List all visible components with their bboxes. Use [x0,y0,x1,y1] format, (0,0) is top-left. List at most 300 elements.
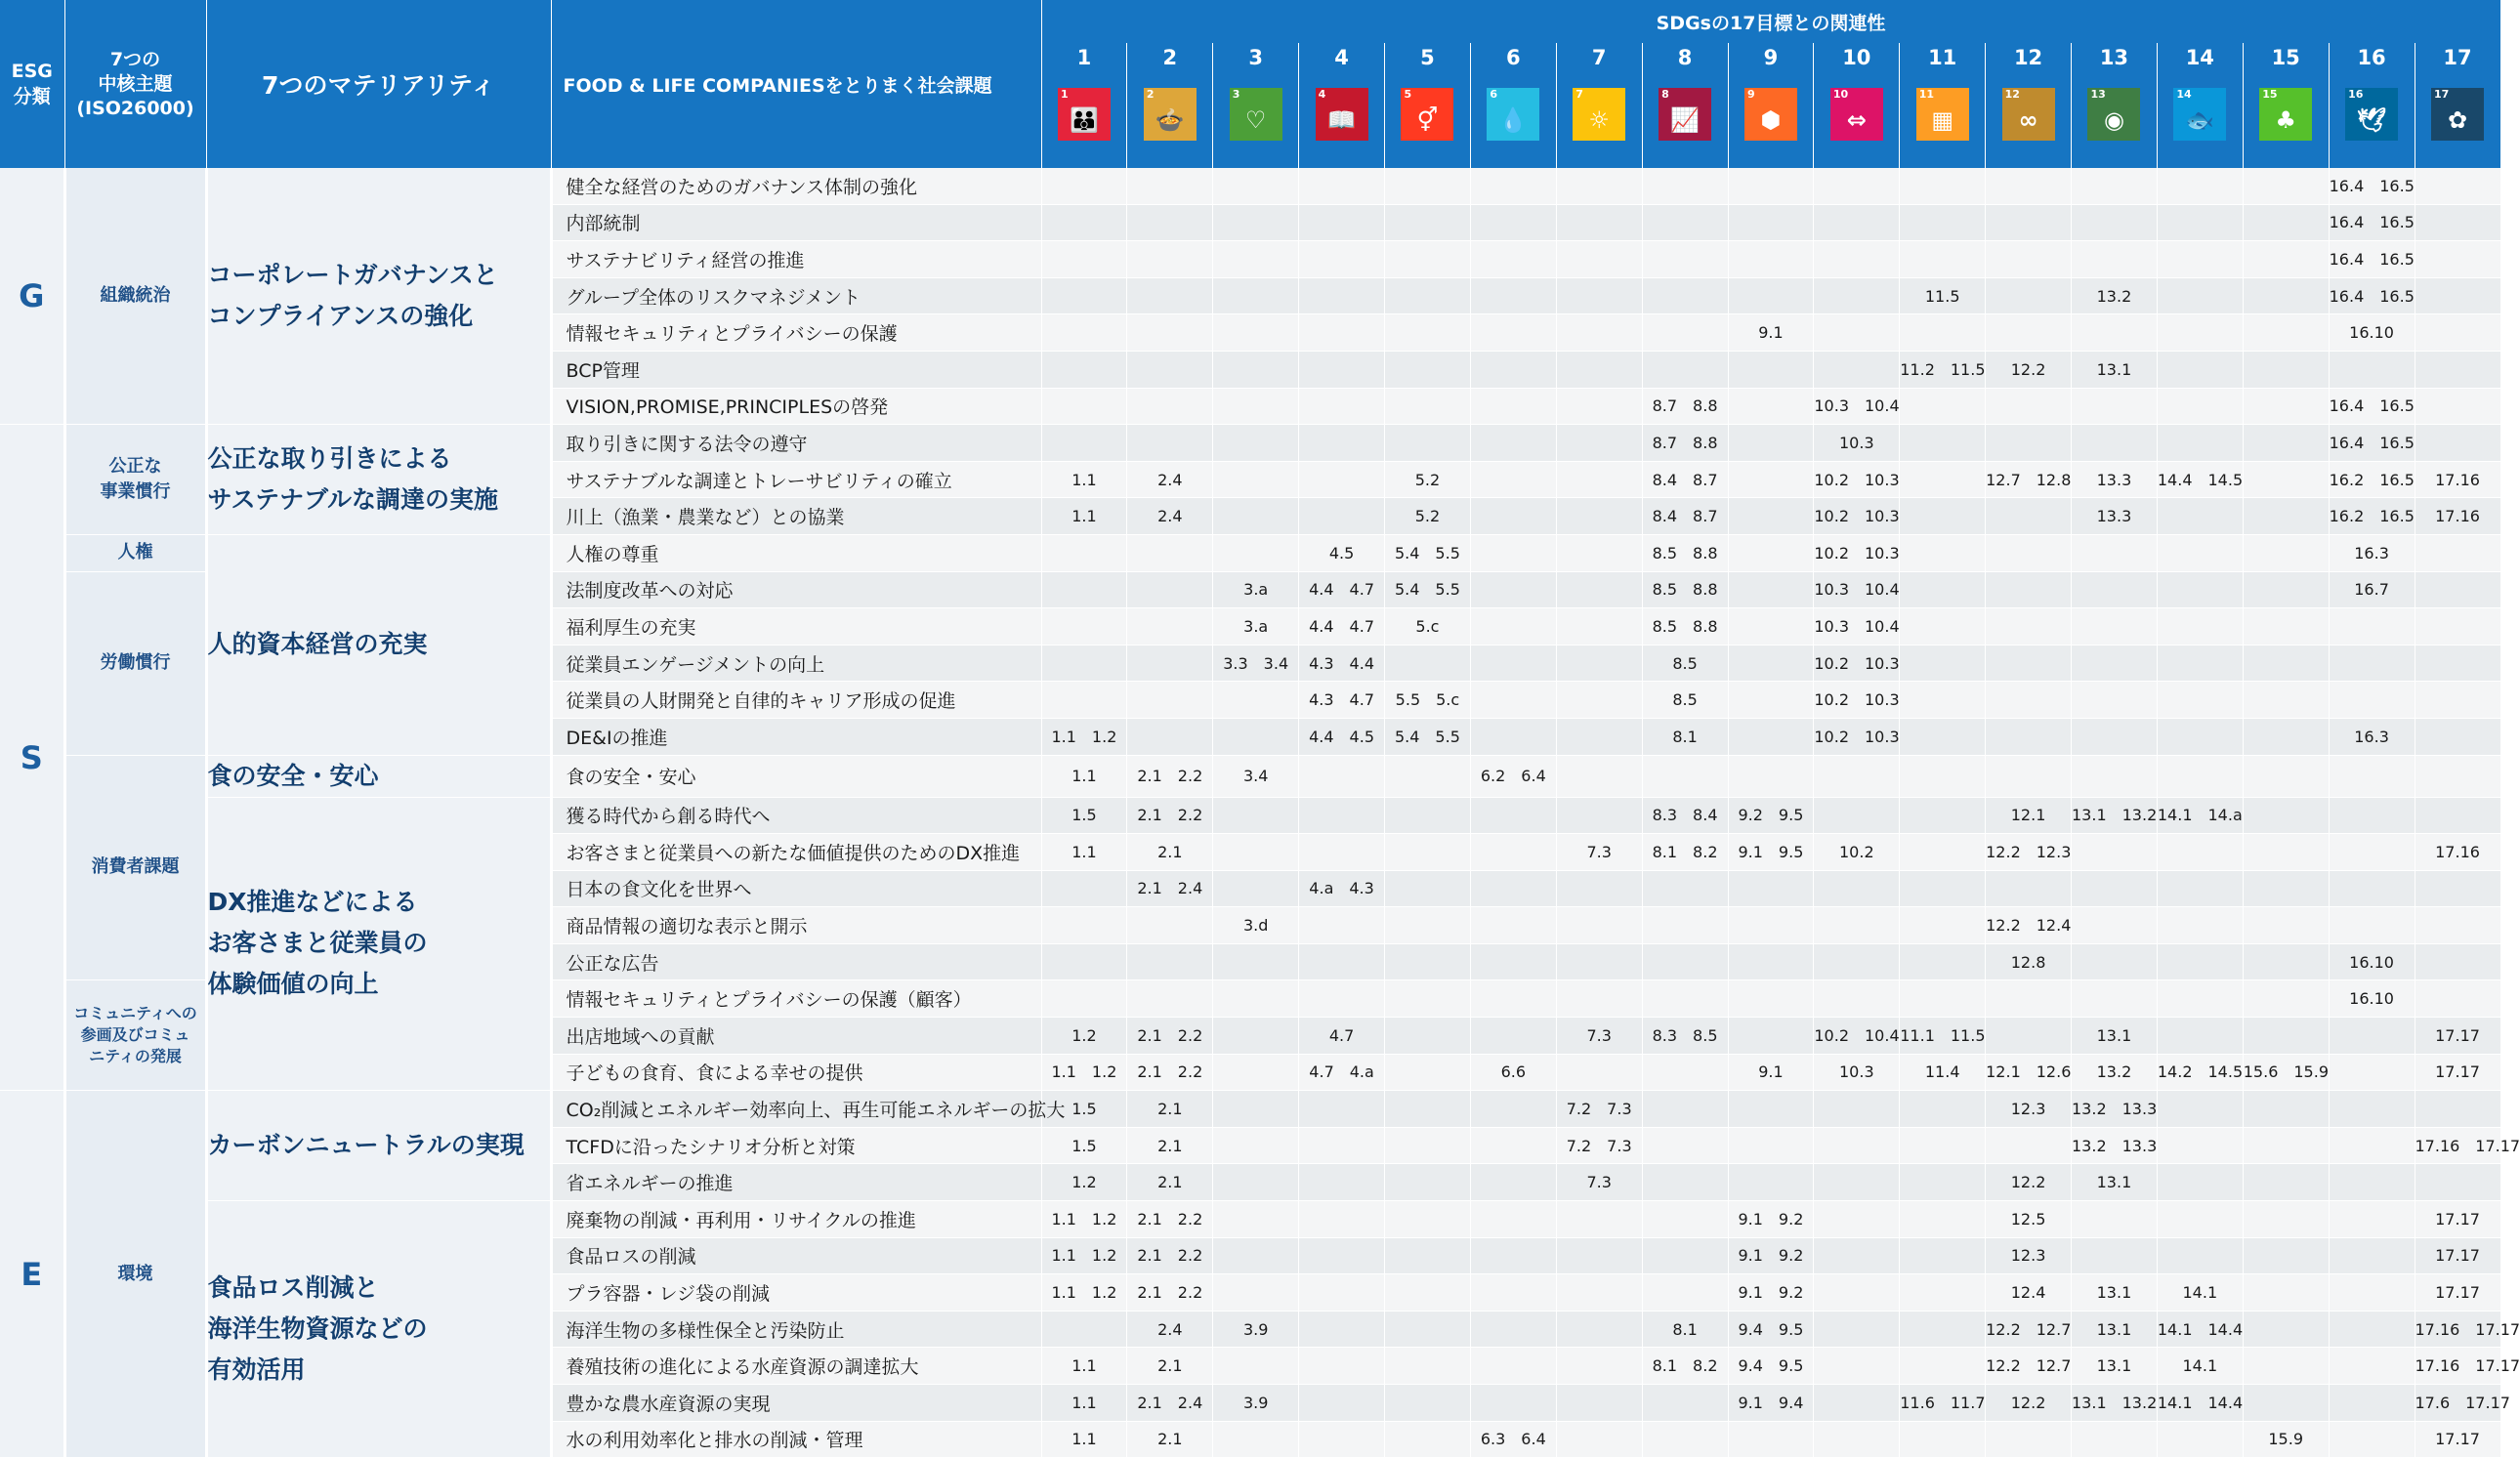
sdg-target-cell-goal-17: 17.16 [2415,834,2500,871]
sdg-target-cell-goal-11 [1900,204,1986,241]
sdg-target-cell-goal-6 [1470,980,1556,1018]
sdg-target-cell-goal-13: 13.2 [2072,277,2158,314]
sdg-target-cell-goal-6 [1470,870,1556,907]
sdg-target-cell-goal-2 [1127,241,1213,278]
sdg-goal-13-eye-globe-icon [2087,88,2140,141]
sdg-target-cell-goal-17: 17.17 [2415,1054,2500,1091]
sdg-target-cell-goal-15 [2243,498,2329,535]
sdg-goal-header-12 [1986,43,2072,168]
sdg-target-cell-goal-16 [2329,1421,2415,1458]
sdg-target-cell-goal-15 [2243,314,2329,352]
sdg-goal-badge-number: 17 [2434,88,2450,101]
sdg-target-cell-goal-7 [1556,907,1642,944]
sdg-target-cell-goal-16: 16.4 16.5 [2329,425,2415,462]
social-issue-label: 省エネルギーの推進 [551,1164,1041,1201]
infinity-icon: ∞ [2018,106,2038,134]
sdg-target-cell-goal-5 [1385,645,1471,682]
sdg-target-cell-goal-5: 5.4 5.5 [1385,571,1471,608]
sdg-target-cell-goal-11 [1900,797,1986,834]
sdg-target-cell-goal-15 [2243,204,2329,241]
sdg-target-cell-goal-10: 10.2 10.3 [1814,534,1900,571]
sdg-target-cell-goal-8: 8.3 8.4 [1642,797,1728,834]
sdg-target-cell-goal-15 [2243,1018,2329,1055]
sdg-target-cell-goal-6 [1470,351,1556,388]
sdg-goal-2-bowl-icon [1144,88,1197,141]
sdg-target-cell-goal-15 [2243,907,2329,944]
sdg-target-cell-goal-12: 12.3 [1986,1237,2072,1274]
sdg-target-cell-goal-10 [1814,1274,1900,1312]
social-issue-label: 出店地域への貢献 [551,1018,1041,1055]
materiality-column-header: 7つのマテリアリティ [206,0,551,168]
sdg-target-cell-goal-1 [1041,241,1127,278]
sdg-target-cell-goal-5 [1385,277,1471,314]
sdg-target-cell-goal-9 [1728,498,1814,535]
sdg-target-cell-goal-13 [2072,534,2158,571]
social-issue-label: プラ容器・レジ袋の削減 [551,1274,1041,1312]
sdg-target-cell-goal-5: 5.2 [1385,498,1471,535]
sdg-target-cell-goal-17 [2415,797,2500,834]
sdg-goal-badge-number: 12 [2004,88,2020,101]
sdg-target-cell-goal-11 [1900,1237,1986,1274]
sdg-target-cell-goal-16 [2329,1237,2415,1274]
sdg-target-cell-goal-12: 12.2 [1986,351,2072,388]
people-icon: 👪 [1069,106,1099,134]
sdg-target-cell-goal-10 [1814,314,1900,352]
sdg-target-cell-goal-14 [2157,204,2243,241]
materiality-cell: 食品ロス削減と 海洋生物資源などの 有効活用 [206,1201,551,1458]
sdg-target-cell-goal-6 [1470,718,1556,755]
sdg-target-cell-goal-6 [1470,388,1556,425]
sdg-target-cell-goal-13 [2072,571,2158,608]
sdg-goal-header-9 [1728,43,1814,168]
sdg-target-cell-goal-5 [1385,1237,1471,1274]
sdg-goal-badge-number: 3 [1232,88,1240,101]
sdg-target-cell-goal-13: 13.1 [2072,1018,2158,1055]
sdg-target-cell-goal-16 [2329,834,2415,871]
sdg-target-cell-goal-16 [2329,351,2415,388]
social-issue-label: 福利厚生の充実 [551,608,1041,646]
sdg-target-cell-goal-2: 2.4 [1127,498,1213,535]
sdg-target-cell-goal-5 [1385,1348,1471,1385]
sdg-target-cell-goal-14 [2157,1421,2243,1458]
sdg-target-cell-goal-14: 14.1 [2157,1348,2243,1385]
sdg-target-cell-goal-14 [2157,498,2243,535]
sdg-target-cell-goal-9 [1728,534,1814,571]
partnership-icon: ✿ [2447,106,2468,134]
social-issue-label: 情報セキュリティとプライバシーの保護（顧客） [551,980,1041,1018]
sdg-target-cell-goal-16: 16.10 [2329,980,2415,1018]
sdg-target-cell-goal-1 [1041,534,1127,571]
sdg-target-cell-goal-16: 16.2 16.5 [2329,498,2415,535]
sdg-target-cell-goal-2: 2.1 [1127,1091,1213,1128]
sdg-target-cell-goal-16 [2329,870,2415,907]
sdg-target-cell-goal-10: 10.3 [1814,1054,1900,1091]
esg-column-header [0,0,64,168]
sdg-target-cell-goal-1 [1041,907,1127,944]
sdg-target-cell-goal-16 [2329,1201,2415,1238]
sdg-target-cell-goal-8: 8.3 8.5 [1642,1018,1728,1055]
sdg-target-cell-goal-14 [2157,168,2243,204]
sdg-goal-header-15 [2243,43,2329,168]
sdg-target-cell-goal-2 [1127,980,1213,1018]
sdg-target-cell-goal-11: 11.1 11.5 [1900,1018,1986,1055]
sdg-target-cell-goal-11 [1900,907,1986,944]
sdg-target-cell-goal-17 [2415,645,2500,682]
sdg-target-cell-goal-17 [2415,351,2500,388]
sdg-target-cell-goal-3 [1213,498,1299,535]
sdg-target-cell-goal-15 [2243,608,2329,646]
social-issue-label: 海洋生物の多様性保全と汚染防止 [551,1311,1041,1348]
sdg-target-cell-goal-8 [1642,1127,1728,1164]
sdg-target-cell-goal-2 [1127,907,1213,944]
sdg-target-cell-goal-11 [1900,461,1986,498]
sdg-target-cell-goal-13: 13.1 [2072,1164,2158,1201]
sdg-target-cell-goal-13 [2072,943,2158,980]
sdg-target-cell-goal-4 [1299,1421,1385,1458]
sdg-target-cell-goal-6 [1470,1237,1556,1274]
sdg-target-cell-goal-7 [1556,1385,1642,1422]
sdg-target-cell-goal-7 [1556,351,1642,388]
sdg-target-cell-goal-1: 1.1 1.2 [1041,1274,1127,1312]
sdg-target-cell-goal-3 [1213,1421,1299,1458]
sdg-target-cell-goal-9: 9.1 9.2 [1728,1274,1814,1312]
sdg-goal-number: 5 [1420,46,1435,69]
sdg-target-cell-goal-5 [1385,943,1471,980]
sdg-goal-7-sun-icon [1573,88,1625,141]
sdg-target-cell-goal-17: 17.16 [2415,461,2500,498]
sdg-target-cell-goal-5 [1385,1091,1471,1128]
core-subject-cell: 公正な 事業慣行 [64,425,206,535]
sdg-target-cell-goal-17: 17.6 17.17 [2415,1385,2500,1422]
sdg-target-cell-goal-11 [1900,1311,1986,1348]
sdg-target-cell-goal-10 [1814,1237,1900,1274]
sdg-target-cell-goal-3 [1213,241,1299,278]
sdg-target-cell-goal-12 [1986,682,2072,719]
sdg-target-cell-goal-4 [1299,907,1385,944]
social-issue-label: CO₂削減とエネルギー効率向上、再生可能エネルギーの拡大 [551,1091,1041,1128]
sdg-target-cell-goal-1: 1.1 [1041,1385,1127,1422]
sdg-target-cell-goal-14 [2157,943,2243,980]
sdg-target-cell-goal-15 [2243,1201,2329,1238]
social-issue-label: 子どもの食育、食による幸せの提供 [551,1054,1041,1091]
sdg-goal-17-partnership-icon [2431,88,2484,141]
sdg-target-cell-goal-6 [1470,834,1556,871]
sdg-target-cell-goal-14 [2157,682,2243,719]
sdg-target-cell-goal-1 [1041,314,1127,352]
sdg-target-cell-goal-11 [1900,1091,1986,1128]
sdg-target-cell-goal-10: 10.2 10.3 [1814,682,1900,719]
eye-globe-icon: ◉ [2103,106,2124,134]
sdg-target-cell-goal-11: 11.4 [1900,1054,1986,1091]
sdg-target-cell-goal-15 [2243,645,2329,682]
sdg-target-cell-goal-5: 5.5 5.c [1385,682,1471,719]
sdg-target-cell-goal-2 [1127,718,1213,755]
sdg-target-cell-goal-6 [1470,534,1556,571]
sdg-target-cell-goal-17 [2415,425,2500,462]
sdg-target-cell-goal-15 [2243,1274,2329,1312]
sdg-target-cell-goal-7 [1556,980,1642,1018]
sdg-goal-badge-number: 10 [1832,88,1849,101]
issues-column-header: FOOD & LIFE COMPANIESをとりまく社会課題 [551,0,1041,168]
sdg-target-cell-goal-12: 12.5 [1986,1201,2072,1238]
sdg-target-cell-goal-12: 12.8 [1986,943,2072,980]
sdg-goal-header-3 [1213,43,1299,168]
sdg-target-cell-goal-15 [2243,943,2329,980]
sdg-target-cell-goal-2: 2.1 2.2 [1127,1054,1213,1091]
sdg-target-cell-goal-2 [1127,204,1213,241]
sdg-target-cell-goal-5: 5.4 5.5 [1385,534,1471,571]
sun-icon: ☼ [1588,106,1610,134]
social-issue-label: 公正な広告 [551,943,1041,980]
social-issue-label: 健全な経営のためのガバナンス体制の強化 [551,168,1041,204]
sdg-target-cell-goal-4 [1299,755,1385,797]
materiality-cell: 公正な取り引きによる サステナブルな調達の実施 [206,425,551,535]
sdg-target-cell-goal-2: 2.1 2.4 [1127,870,1213,907]
sdg-target-cell-goal-3 [1213,870,1299,907]
sdg-goal-4-book-icon [1316,88,1368,141]
esg-category-g: G [0,168,64,425]
sdg-target-cell-goal-1: 1.1 1.2 [1041,1054,1127,1091]
sdg-target-cell-goal-8 [1642,168,1728,204]
sdg-target-cell-goal-15 [2243,834,2329,871]
sdg-goal-header-6 [1470,43,1556,168]
sdg-target-cell-goal-14 [2157,1018,2243,1055]
core-header-line2: 中核主題 [98,72,173,95]
sdg-target-cell-goal-2 [1127,277,1213,314]
sdg-target-cell-goal-10 [1814,755,1900,797]
sdg-target-cell-goal-2 [1127,608,1213,646]
sdg-target-cell-goal-15 [2243,797,2329,834]
sdg-target-cell-goal-11 [1900,682,1986,719]
sdg-target-cell-goal-5 [1385,1054,1471,1091]
sdg-target-cell-goal-2 [1127,351,1213,388]
sdg-target-cell-goal-13 [2072,834,2158,871]
social-issue-label: 日本の食文化を世界へ [551,870,1041,907]
sdg-target-cell-goal-11 [1900,168,1986,204]
sdg-target-cell-goal-5 [1385,241,1471,278]
sdg-target-cell-goal-12 [1986,608,2072,646]
sdg-target-cell-goal-14: 14.2 14.5 [2157,1054,2243,1091]
sdg-target-cell-goal-9 [1728,907,1814,944]
sdg-target-cell-goal-1 [1041,168,1127,204]
sdg-target-cell-goal-8 [1642,1421,1728,1458]
sdg-target-cell-goal-4: 4.5 [1299,534,1385,571]
sdg-target-cell-goal-12 [1986,204,2072,241]
sdg-target-cell-goal-7 [1556,461,1642,498]
sdg-target-cell-goal-16 [2329,1164,2415,1201]
sdg-target-cell-goal-10 [1814,907,1900,944]
sdg-target-cell-goal-2: 2.1 [1127,1164,1213,1201]
sdg-target-cell-goal-9 [1728,1127,1814,1164]
sdg-target-cell-goal-15 [2243,1311,2329,1348]
sdg-target-cell-goal-3 [1213,1054,1299,1091]
social-issue-label: 水の利用効率化と排水の削減・管理 [551,1421,1041,1458]
social-issue-label: 従業員の人財開発と自律的キャリア形成の促進 [551,682,1041,719]
sdg-target-cell-goal-4 [1299,314,1385,352]
sdg-target-cell-goal-2: 2.1 2.2 [1127,1018,1213,1055]
sdg-target-cell-goal-5: 5.4 5.5 [1385,718,1471,755]
sdg-target-cell-goal-1: 1.5 [1041,1127,1127,1164]
sdg-target-cell-goal-12 [1986,755,2072,797]
esg-header-line2: 分類 [13,86,51,107]
sdg-target-cell-goal-9: 9.1 9.2 [1728,1201,1814,1238]
sdg-target-cell-goal-16: 16.4 16.5 [2329,168,2415,204]
sdg-target-cell-goal-10 [1814,1311,1900,1348]
sdg-target-cell-goal-12 [1986,168,2072,204]
sdg-target-cell-goal-5 [1385,834,1471,871]
esg-header-line1: ESG [11,61,53,82]
sdg-target-cell-goal-14 [2157,834,2243,871]
sdg-target-cell-goal-13 [2072,1237,2158,1274]
sdg-target-cell-goal-7 [1556,1237,1642,1274]
sdg-target-cell-goal-10 [1814,1201,1900,1238]
sdg-target-cell-goal-8 [1642,755,1728,797]
sdg-target-cell-goal-2: 2.1 2.4 [1127,1385,1213,1422]
sdg-target-cell-goal-10 [1814,1127,1900,1164]
table-row [0,168,2500,204]
sdg-target-cell-goal-10: 10.2 10.3 [1814,645,1900,682]
sdg-target-cell-goal-10: 10.3 10.4 [1814,571,1900,608]
sdg-target-cell-goal-9 [1728,943,1814,980]
sdg-target-cell-goal-17 [2415,718,2500,755]
sdg-target-cell-goal-7 [1556,645,1642,682]
sdg-target-cell-goal-3 [1213,388,1299,425]
sdg-target-cell-goal-4: 4.7 4.a [1299,1054,1385,1091]
sdg-target-cell-goal-6 [1470,1127,1556,1164]
sdg-target-cell-goal-15 [2243,277,2329,314]
sdg-target-cell-goal-8 [1642,241,1728,278]
sdg-target-cell-goal-14 [2157,241,2243,278]
sdg-target-cell-goal-15 [2243,534,2329,571]
sdg-target-cell-goal-7 [1556,534,1642,571]
sdg-target-cell-goal-11 [1900,755,1986,797]
sdg-target-cell-goal-3: 3.9 [1213,1385,1299,1422]
sdg-target-cell-goal-1 [1041,351,1127,388]
social-issue-label: 情報セキュリティとプライバシーの保護 [551,314,1041,352]
tree-icon: ♣ [2275,106,2296,134]
social-issue-label: DE&Iの推進 [551,718,1041,755]
sdg-goal-6-water-drop-icon [1487,88,1539,141]
sdg-target-cell-goal-13 [2072,718,2158,755]
sdg-goal-header-11 [1900,43,1986,168]
sdg-target-cell-goal-10: 10.3 [1814,425,1900,462]
gender-icon: ⚥ [1416,106,1439,134]
sdg-target-cell-goal-2: 2.1 [1127,834,1213,871]
sdg-target-cell-goal-11 [1900,980,1986,1018]
sdg-target-cell-goal-4: 4.3 4.7 [1299,682,1385,719]
sdg-target-cell-goal-14 [2157,1237,2243,1274]
sdg-goal-number: 17 [2443,46,2472,69]
sdg-target-cell-goal-2 [1127,168,1213,204]
sdg-target-cell-goal-15 [2243,168,2329,204]
sdg-target-cell-goal-9 [1728,204,1814,241]
esg-category-e: E [0,1091,64,1458]
sdg-goal-badge-number: 15 [2262,88,2278,101]
sdg-target-cell-goal-5 [1385,870,1471,907]
sdg-target-cell-goal-16: 16.10 [2329,314,2415,352]
social-issue-label: 川上（漁業・農業など）との協業 [551,498,1041,535]
sdg-target-cell-goal-8 [1642,1164,1728,1201]
sdg-target-cell-goal-12 [1986,980,2072,1018]
sdg-target-cell-goal-6 [1470,645,1556,682]
sdg-target-cell-goal-6 [1470,1018,1556,1055]
sdg-target-cell-goal-4: 4.a 4.3 [1299,870,1385,907]
sdg-target-cell-goal-11 [1900,1274,1986,1312]
sdg-target-cell-goal-11 [1900,571,1986,608]
social-issue-label: 食の安全・安心 [551,755,1041,797]
sdg-target-cell-goal-15 [2243,425,2329,462]
sdg-target-cell-goal-3 [1213,718,1299,755]
sdg-target-cell-goal-15 [2243,1127,2329,1164]
sdg-target-cell-goal-8 [1642,314,1728,352]
sdg-target-cell-goal-3 [1213,980,1299,1018]
core-subject-cell: 消費者課題 [64,755,206,980]
sdg-target-cell-goal-5 [1385,1311,1471,1348]
sdg-target-cell-goal-11 [1900,241,1986,278]
sdg-target-cell-goal-7 [1556,797,1642,834]
sdg-target-cell-goal-3 [1213,834,1299,871]
sdg-target-cell-goal-4 [1299,277,1385,314]
sdg-target-cell-goal-11 [1900,608,1986,646]
sdg-target-cell-goal-4 [1299,1385,1385,1422]
sdg-target-cell-goal-1 [1041,645,1127,682]
sdg-target-cell-goal-11 [1900,718,1986,755]
sdg-target-cell-goal-9 [1728,645,1814,682]
sdg-target-cell-goal-12: 12.7 12.8 [1986,461,2072,498]
sdg-target-cell-goal-10 [1814,1421,1900,1458]
core-subject-cell: 環境 [64,1091,206,1458]
sdg-target-cell-goal-10 [1814,1091,1900,1128]
sdg-target-cell-goal-14 [2157,907,2243,944]
sdg-target-cell-goal-5 [1385,1274,1471,1312]
sdg-goal-12-infinity-icon [2002,88,2055,141]
sdg-target-cell-goal-12: 12.2 12.7 [1986,1311,2072,1348]
social-issue-label: 獲る時代から創る時代へ [551,797,1041,834]
sdg-target-cell-goal-13 [2072,204,2158,241]
sdg-target-cell-goal-14: 14.1 14.4 [2157,1385,2243,1422]
sdg-target-cell-goal-2 [1127,314,1213,352]
social-issue-label: 廃棄物の削減・再利用・リサイクルの推進 [551,1201,1041,1238]
sdg-target-cell-goal-1: 1.1 [1041,834,1127,871]
esg-category-s: S [0,425,64,1091]
core-subject-cell: 労働慣行 [64,571,206,755]
sdg-target-cell-goal-12 [1986,1018,2072,1055]
sdg-target-cell-goal-3 [1213,1348,1299,1385]
sdg-target-cell-goal-12 [1986,1127,2072,1164]
sdg-goal-number: 2 [1162,46,1178,69]
sdg-target-cell-goal-1 [1041,571,1127,608]
sdg-target-cell-goal-5 [1385,1127,1471,1164]
sdg-target-cell-goal-7 [1556,1201,1642,1238]
sdg-goal-header-8 [1642,43,1728,168]
sdg-target-cell-goal-8: 8.1 8.2 [1642,1348,1728,1385]
sdg-target-cell-goal-12 [1986,571,2072,608]
sdg-goal-number: 4 [1334,46,1349,69]
sdg-target-cell-goal-4 [1299,980,1385,1018]
sdg-goal-header-10 [1814,43,1900,168]
sdg-target-cell-goal-4: 4.4 4.7 [1299,571,1385,608]
sdg-target-cell-goal-14 [2157,1201,2243,1238]
sdg-target-cell-goal-9: 9.4 9.5 [1728,1311,1814,1348]
sdg-target-cell-goal-4: 4.4 4.7 [1299,608,1385,646]
sdg-target-cell-goal-9 [1728,168,1814,204]
sdg-target-cell-goal-16: 16.2 16.5 [2329,461,2415,498]
social-issue-label: 法制度改革への対応 [551,571,1041,608]
sdg-target-cell-goal-9 [1728,718,1814,755]
sdg-target-cell-goal-6 [1470,1091,1556,1128]
sdg-goal-number: 14 [2185,46,2214,69]
sdg-target-cell-goal-6 [1470,1274,1556,1312]
